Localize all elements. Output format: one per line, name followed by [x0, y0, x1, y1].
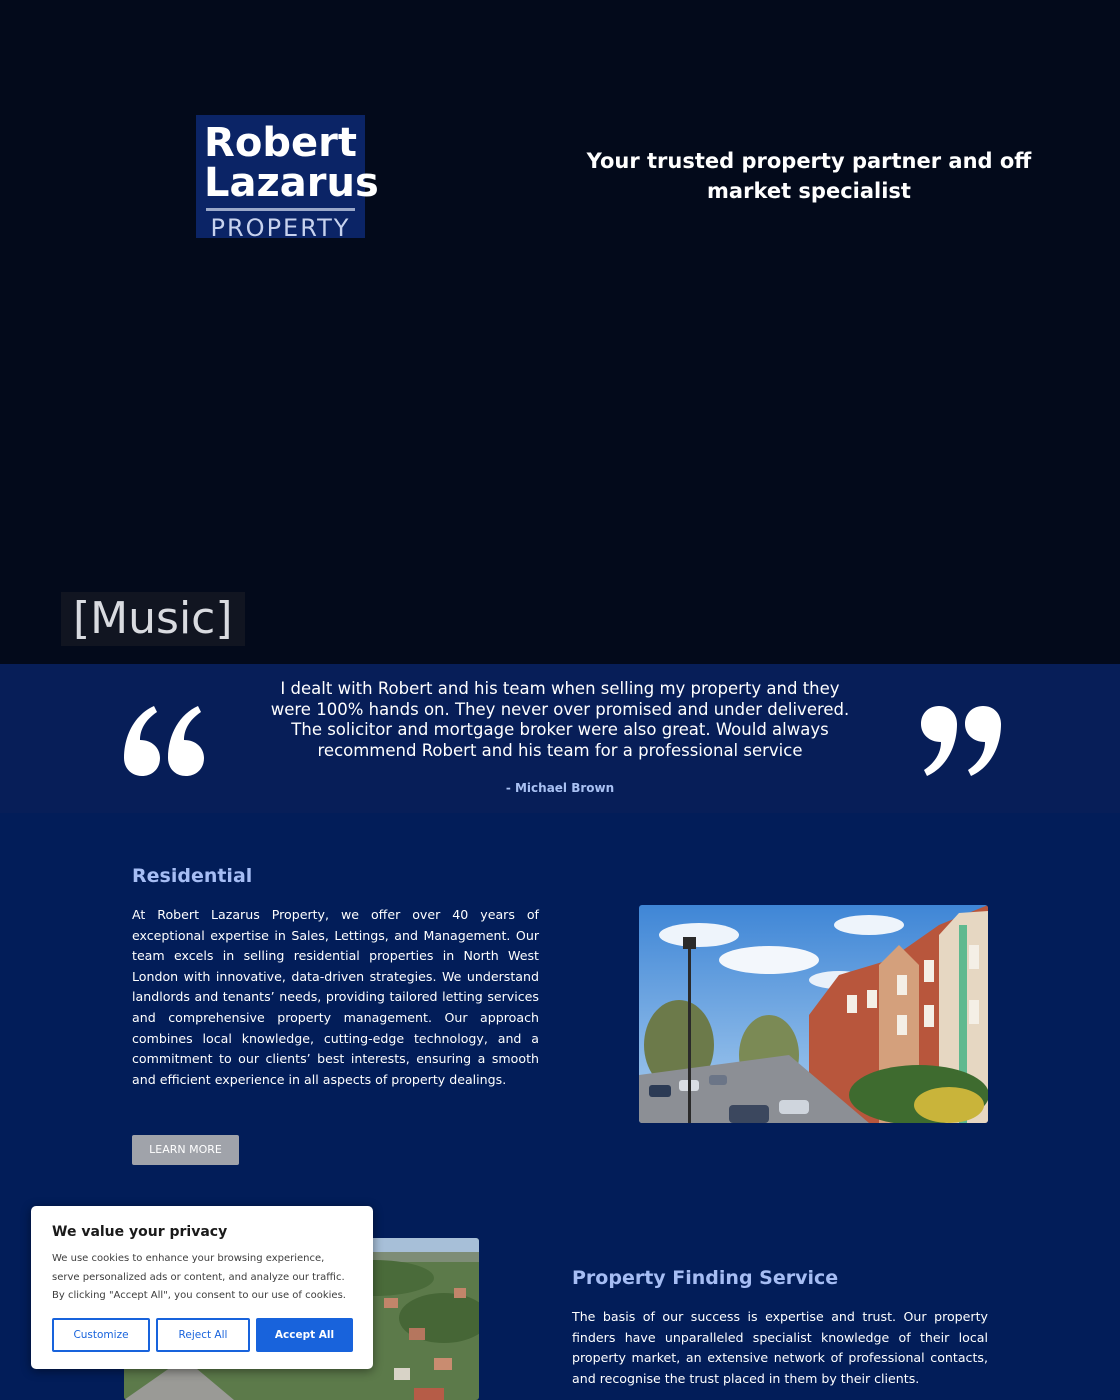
- reject-all-button[interactable]: Reject All: [156, 1318, 250, 1352]
- accept-all-button[interactable]: Accept All: [256, 1318, 353, 1352]
- testimonial-author: - Michael Brown: [505, 781, 615, 795]
- customize-button[interactable]: Customize: [52, 1318, 150, 1352]
- video-caption: [Music]: [61, 592, 245, 646]
- logo-divider: [206, 208, 355, 211]
- close-quote-icon: [915, 700, 1005, 780]
- residential-heading: Residential: [132, 865, 253, 887]
- open-quote-icon: [120, 700, 210, 780]
- cookie-button-group: [52, 1318, 352, 1352]
- cookie-title: We value your privacy: [52, 1224, 228, 1240]
- logo-text-robert: Robert: [204, 120, 357, 166]
- logo-text-property: PROPERTY: [210, 214, 351, 242]
- property-finding-heading: Property Finding Service: [572, 1267, 839, 1289]
- residential-description: At Robert Lazarus Property, we offer over 40 years of exceptional expertise in Sales, Lettings, and Management. Our team excels in selling residential properties in North West London with innovative, data-driven strategies. We understand landlords and tenants’ needs, providing tailored letting services and comprehensive property management. Our approach combines local knowledge, cutting-edge technology, and a commitment to our clients’ best interests, ensuring a smooth and efficient experience in all aspects of property dealings.: [132, 907, 539, 1087]
- company-logo[interactable]: [196, 115, 379, 242]
- cookie-consent-banner: [31, 1206, 373, 1369]
- hero-section: [0, 0, 1120, 664]
- cookie-message: We use cookies to enhance your browsing experience, serve personalized ads or content, and analyze our traffic. By clicking "Accept All", you consent to our use of cookies.: [52, 1253, 346, 1301]
- residential-street-photo: [639, 905, 988, 1123]
- hero-tagline: Your trusted property partner and off market specialist: [586, 149, 1032, 203]
- learn-more-button[interactable]: LEARN MORE: [132, 1135, 239, 1165]
- logo-text-lazarus: Lazarus: [204, 160, 379, 206]
- property-finding-description: The basis of our success is expertise and trust. Our property finders have unparalleled specialist knowledge of their local property market, an extensive network of professional contacts, and recognise the trust placed in them by their clients.: [572, 1309, 988, 1386]
- testimonial-quote: I dealt with Robert and his team when selling my property and they were 100% hands on. They never over promised and under delivered. The solicitor and mortgage broker were also great. Would always recommend Robert and his team for a professional service: [270, 679, 850, 760]
